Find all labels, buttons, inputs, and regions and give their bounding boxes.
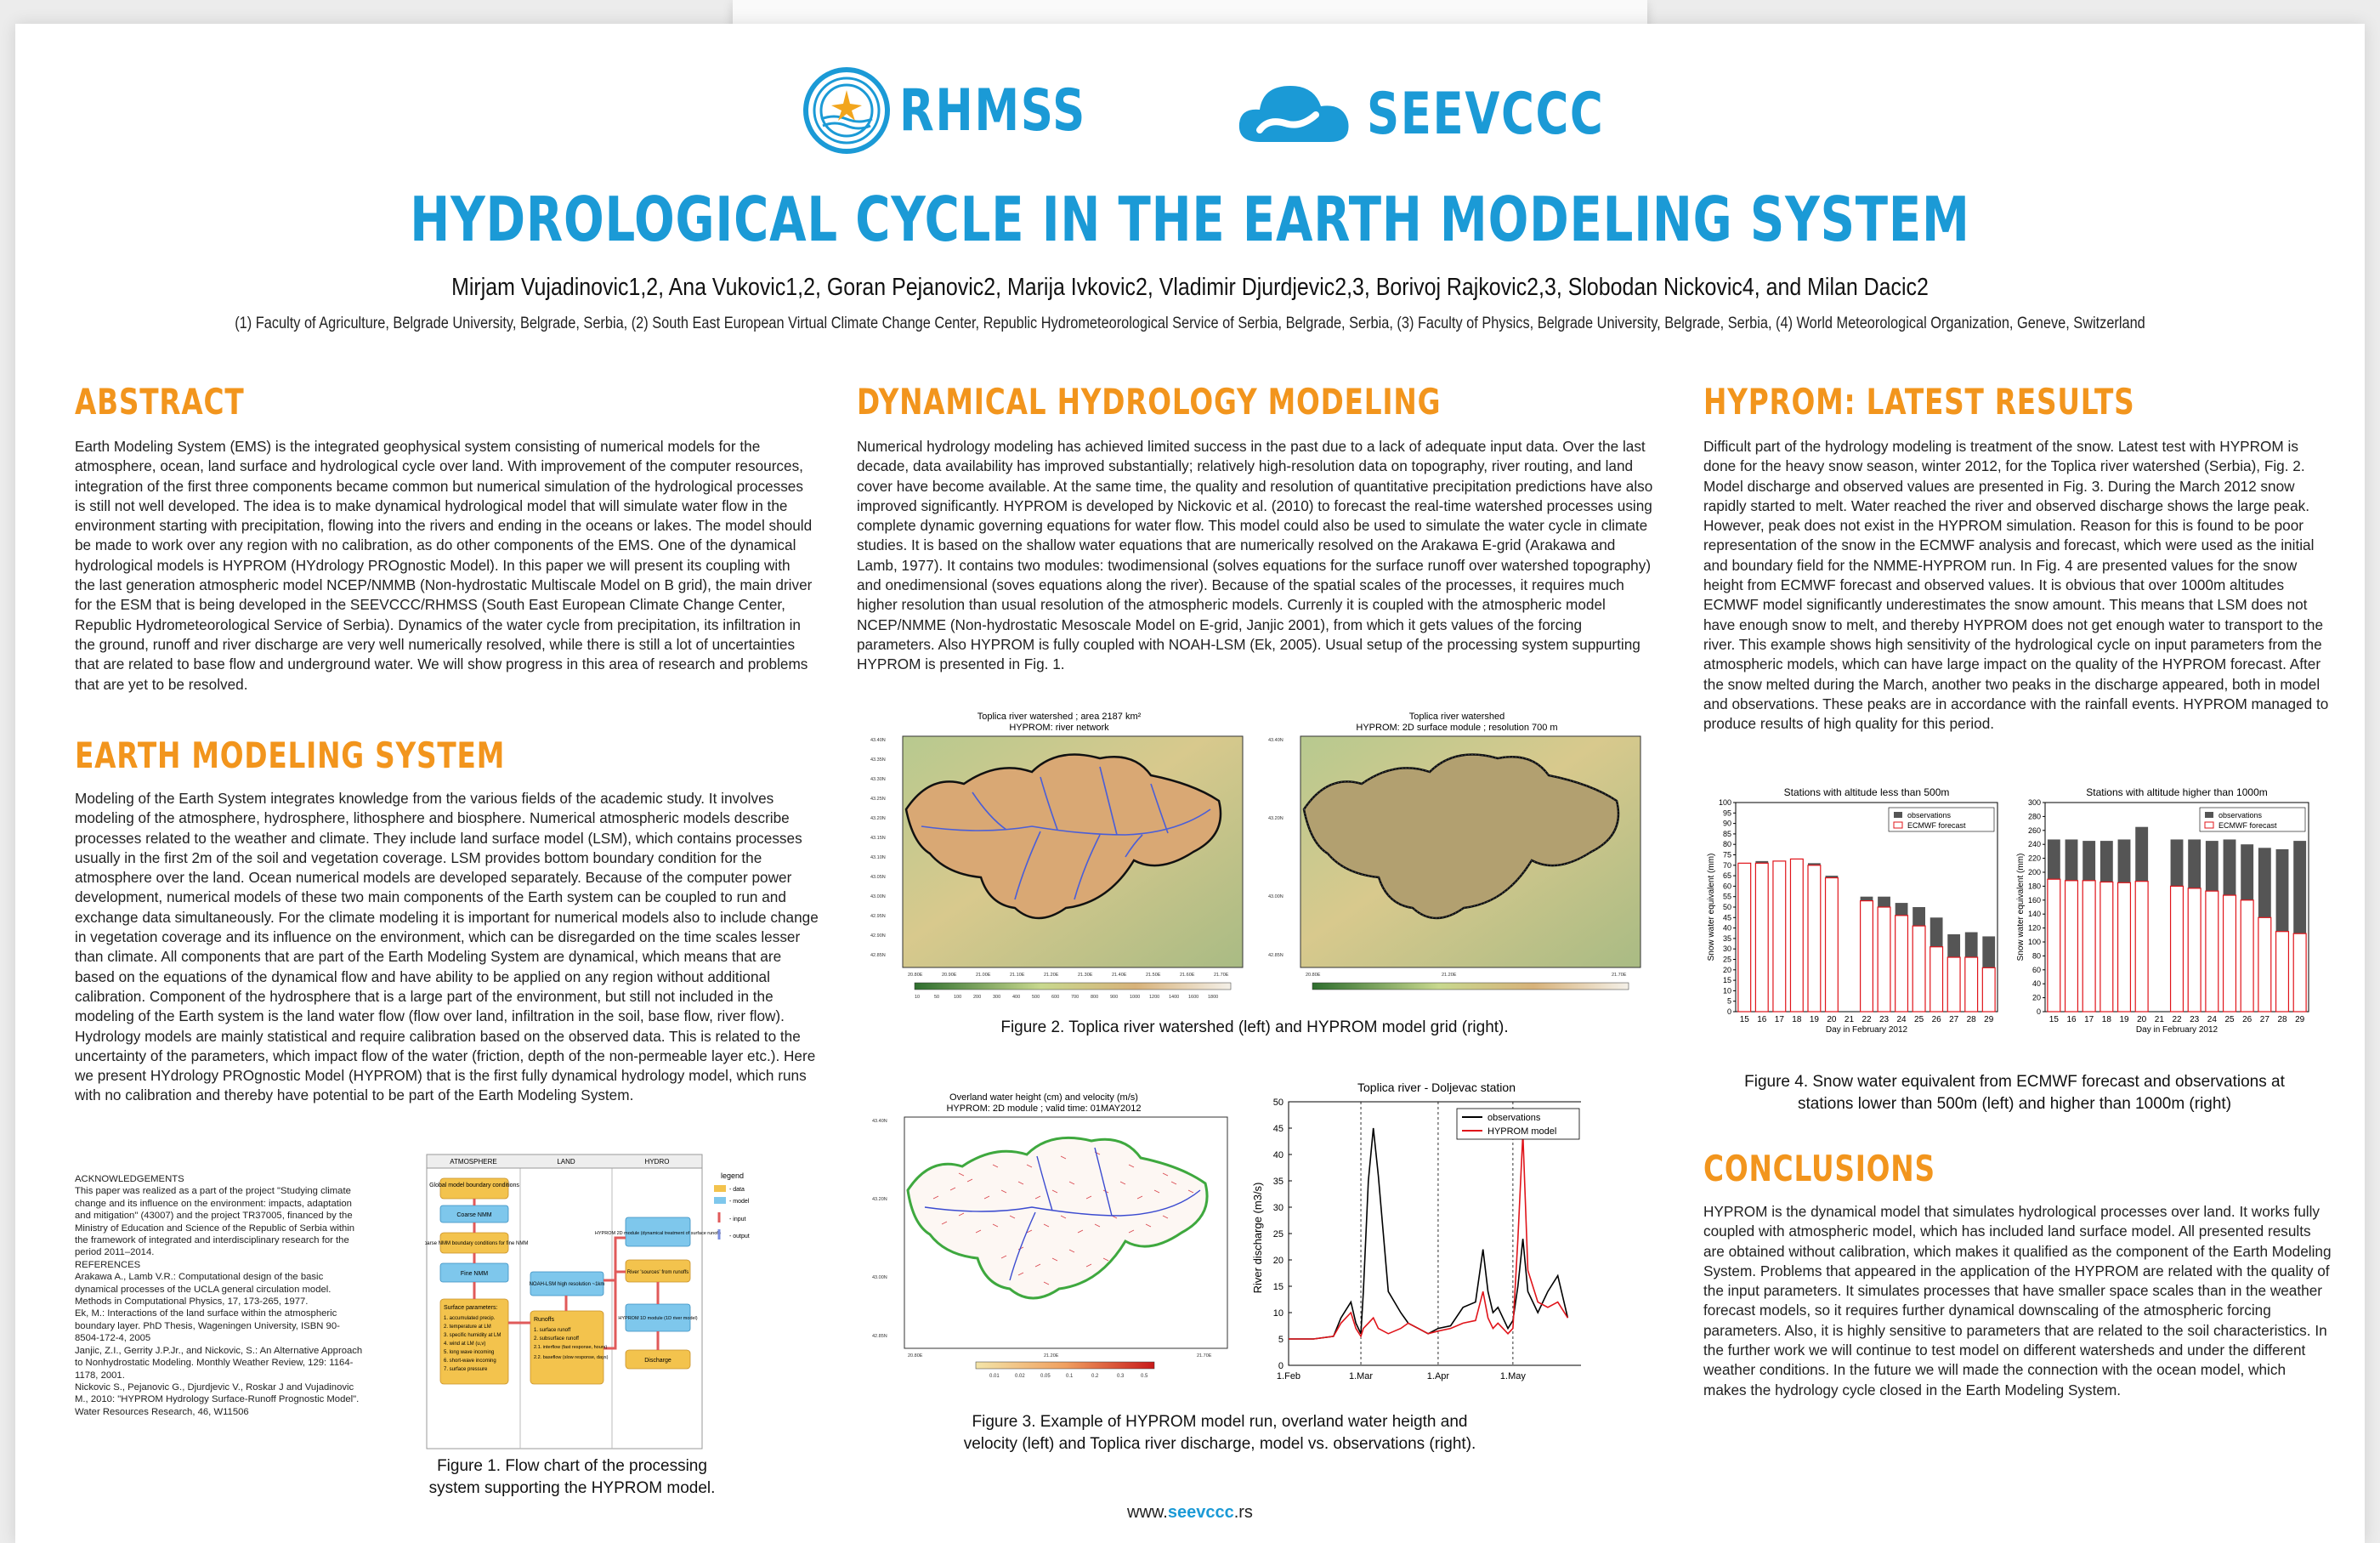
bar-forecast: [2258, 917, 2271, 1012]
flow-label: 2. temperature at LM: [444, 1325, 491, 1330]
x-tick-label: 28: [2277, 1015, 2287, 1024]
flow-label: Discharge: [644, 1358, 672, 1364]
chart-title: Toplica river - Doljevac station: [1357, 1081, 1516, 1094]
flow-label: HYPROM 2D module (dynamical treatment of surface runoff): [594, 1231, 722, 1236]
y-tick-label: 65: [1722, 871, 1731, 881]
reference-item: Arakawa A., Lamb V.R.: Computational design of the basic dynamical processes of the UCLA general circulation model. Methods in Computational Physics, 17, 173-265, 1977.: [75, 1272, 332, 1308]
x-tick-label: 15: [1739, 1015, 1749, 1024]
ytick: 42.85N: [872, 1334, 887, 1339]
x-tick-label: 21: [1844, 1015, 1855, 1024]
x-tick-label: 24: [1896, 1015, 1907, 1024]
y-tick-label: 0: [2036, 1007, 2041, 1016]
flow-label: Coarse NMM: [456, 1212, 492, 1218]
y-tick-label: 50: [1722, 903, 1731, 911]
y-tick-label: 35: [1272, 1177, 1284, 1187]
x-tick-label: 1.Mar: [1348, 1371, 1374, 1381]
bar-forecast: [2206, 891, 2218, 1012]
ytick: 42.85N: [870, 953, 886, 958]
bar-forecast: [2048, 879, 2060, 1012]
x-tick-label: 25: [2224, 1015, 2235, 1024]
x-tick-label: 29: [1984, 1015, 1994, 1024]
x-tick-label: 17: [1774, 1015, 1784, 1024]
website-domain: seevccc: [1167, 1503, 1234, 1522]
legend-title: legend: [721, 1171, 745, 1180]
bar-forecast: [1808, 865, 1821, 1012]
bar-forecast: [2066, 881, 2078, 1012]
xtick: 21.70E: [1197, 1353, 1212, 1359]
y-tick-label: 280: [2027, 812, 2041, 821]
flow-label: 2. subsurface runoff: [534, 1336, 579, 1342]
y-tick-label: 90: [1722, 819, 1731, 828]
seevccc-logo: [1234, 71, 1671, 156]
y-tick-label: 30: [1272, 1203, 1284, 1213]
ytick: 43.05N: [870, 875, 886, 880]
bar-forecast: [1738, 863, 1751, 1012]
y-tick-label: 0: [1278, 1361, 1284, 1371]
abstract-body: Earth Modeling System (EMS) is the integrated geophysical system consisting of numerical models for the atmosphere, ocean, land surface and hydrological cycle over land. With improvement of the computer resources, integration of the first three components became common but numerical simulation of the hydrological processes is still not well developed. The idea is to make dynamical hydrological model that will simulate water flow in the environment starting with precipitation, flowing into the rivers and ending in the oceans or lakes. The model should be made to work over any region with no calibration, as do other components of the EMS. One of the dynamical hydrological models is HYPROM (HYdrology PROgnostic Model). In this paper we will present its coupling with the last generation atmospheric model NCEP/NMMB (Non-hydrostatic Multiscale Model on B grid), the main driver for the ESM that is being developed in the SEEVCCC/RHMSS (South East European Climate Change Center, Republic Hydrometeorological Service of Serbia). Dynamics of the water cycle from precipitation, its infiltration in the ground, runoff and river discharge are very well numerically resolved, while there is still a lot of uncertainties that are related to base flow and underground water. We will show progress in this area of research and problems that are yet to be resolved.: [75, 438, 813, 693]
y-tick-label: 35: [1722, 933, 1731, 943]
website-url: [0, 1503, 2380, 1523]
ytick: 43.00N: [870, 894, 886, 899]
y-tick-label: 55: [1722, 892, 1731, 901]
xtick: 21.70E: [1214, 973, 1229, 978]
y-tick-label: 5: [1726, 996, 1731, 1006]
y-tick-label: 60: [2032, 965, 2041, 974]
y-tick-label: 5: [1278, 1335, 1284, 1345]
y-tick-label: 160: [2027, 895, 2041, 905]
xtick: 20.90E: [942, 973, 957, 978]
ytick: 43.15N: [870, 836, 886, 841]
flow-label: Fine NMM: [460, 1271, 489, 1277]
y-tick-label: 85: [1722, 829, 1731, 838]
bar-forecast: [1912, 926, 1925, 1012]
rhmss-wordmark: RHMSS: [899, 77, 1086, 145]
bar-forecast: [1965, 957, 1978, 1012]
reference-item: Ek, M.: Interactions of the land surface within the atmospheric boundary layer. PhD Thesis, Wageningen University, ISBN 90-8504-172-4, 2005: [75, 1308, 340, 1344]
cbar-tick: 1600: [1188, 995, 1199, 1000]
legend-swatch: [714, 1197, 726, 1204]
poster-title: HYDROLOGICAL CYCLE IN THE EARTH MODELING SYSTEM: [410, 184, 1970, 255]
x-tick-label: 22: [2172, 1015, 2182, 1024]
legend-swatch: [714, 1185, 726, 1192]
legend-observations: observations: [2218, 811, 2263, 820]
y-tick-label: 120: [2027, 923, 2041, 933]
bar-forecast: [2293, 933, 2306, 1012]
x-tick-label: 18: [2101, 1015, 2111, 1024]
x-axis-label: Day in February 2012: [1825, 1025, 1908, 1035]
y-tick-label: 80: [1722, 840, 1731, 849]
ytick: 43.35N: [870, 757, 886, 763]
cbar-tick: 200: [973, 995, 982, 1000]
col-hydro: HYDRO: [644, 1158, 670, 1166]
cbar-tick: 1200: [1149, 995, 1160, 1000]
y-tick-label: 15: [1722, 976, 1731, 985]
ytick: 43.20N: [1268, 816, 1284, 821]
figure-2-caption: Figure 2. Toplica river watershed (left) and HYPROM model grid (right).: [1000, 1018, 1509, 1036]
cbar-tick: 0.2: [1091, 1374, 1099, 1379]
y-tick-label: 40: [1722, 923, 1731, 933]
xtick: 21.20E: [1044, 973, 1059, 978]
x-tick-label: 26: [2242, 1015, 2252, 1024]
flow-label: 7. surface pressure: [444, 1367, 488, 1372]
x-tick-label: 18: [1792, 1015, 1802, 1024]
x-tick-label: 17: [2084, 1015, 2094, 1024]
y-tick-label: 40: [1272, 1150, 1284, 1160]
x-tick-label: 27: [2259, 1015, 2270, 1024]
ytick: 42.95N: [870, 914, 886, 919]
bar-forecast: [1982, 967, 1995, 1012]
chart-title: Stations with altitude higher than 1000m: [2086, 786, 2268, 798]
y-tick-label: 30: [1722, 945, 1731, 954]
ytick: 43.10N: [870, 855, 886, 860]
cbar-tick: 0.5: [1141, 1374, 1148, 1379]
ytick: 42.90N: [870, 933, 886, 939]
flow-label: NOAH-LSM high resolution ~1km: [529, 1282, 605, 1287]
ytick: 43.40N: [872, 1119, 887, 1124]
reference-item: Nickovic S., Pejanovic G., Djurdjevic V., Roskar J and Vujadinovic M., 2010: "HYPROM Hydrology Surface-Runoff Prognostic Model". Water Resources Research, 46, W11506: [75, 1381, 360, 1417]
bar-forecast: [1947, 957, 1960, 1012]
xtick: 21.50E: [1146, 973, 1161, 978]
colorbar: [915, 983, 1231, 990]
y-axis-label: Snow water equivalent (mm): [1707, 853, 1716, 962]
bar-forecast: [2100, 882, 2113, 1012]
legend-observations: observations: [1907, 811, 1952, 820]
figure-1-flowchart: [425, 1153, 765, 1450]
ytick: 43.00N: [1268, 894, 1284, 899]
colorbar: [976, 1362, 1154, 1369]
ytick: 43.40N: [1268, 738, 1284, 743]
x-tick-label: 26: [1931, 1015, 1941, 1024]
cbar-tick: 1800: [1208, 995, 1219, 1000]
legend-model: HYPROM model: [1488, 1126, 1557, 1137]
author-list: Mirjam Vujadinovic1,2, Ana Vukovic1,2, Goran Pejanovic2, Marija Ivkovic2, Vladimir Djurdjevic2,3, Borivoj Rajkovic2,3, Slobodan Nickovic4, and Milan Dacic2: [451, 274, 1929, 301]
x-tick-label: 21: [2154, 1015, 2164, 1024]
flow-label: 2.1. interflow (fast response, hours): [534, 1345, 608, 1350]
xtick: 21.20E: [1442, 973, 1457, 978]
figure-3-map: [857, 1088, 1239, 1382]
ytick: 43.20N: [872, 1197, 887, 1202]
flow-label: 3. specific humidity at LM: [444, 1333, 502, 1338]
y-tick-label: 100: [2027, 938, 2041, 946]
affiliations: (1) Faculty of Agriculture, Belgrade University, Belgrade, Serbia, (2) South East European Virtual Climate Change Center, Republic Hydrometeorological Service of Serbia, Belgrade, Serbia, (3) Faculty of Physics, Belgrade University, Belgrade, Serbia, (4) World Meteorological Organization, Geneve, Switzerland: [235, 315, 2145, 332]
xtick: 21.30E: [1078, 973, 1093, 978]
bar-forecast: [1861, 901, 1873, 1012]
x-tick-label: 22: [1862, 1015, 1872, 1024]
bar-forecast: [1826, 878, 1839, 1012]
cbar-tick: 1400: [1169, 995, 1180, 1000]
map-subtitle: HYPROM: river network: [1009, 723, 1109, 733]
y-axis-label: Snow water equivalent (mm): [2016, 853, 2026, 962]
map-right: [1268, 712, 1640, 990]
cbar-tick: 0.1: [1066, 1374, 1074, 1379]
references-heading: REFERENCES: [75, 1259, 141, 1270]
xtick: 21.20E: [1044, 1353, 1059, 1359]
cbar-tick: 400: [1012, 995, 1021, 1000]
map-subtitle: HYPROM: 2D surface module ; resolution 700 m: [1356, 723, 1558, 733]
y-tick-label: 20: [2032, 993, 2041, 1002]
figure-4-charts: [1705, 780, 2312, 1061]
y-tick-label: 80: [2032, 951, 2041, 961]
map-left: [870, 712, 1243, 1000]
bar-forecast: [2224, 895, 2236, 1012]
cbar-tick: 0.01: [989, 1374, 1000, 1379]
ytick: 43.40N: [870, 738, 886, 743]
ems-heading: EARTH MODELING SYSTEM: [75, 735, 506, 776]
ems-body: Modeling of the Earth System integrates knowledge from the various fields of the academic study. It involves modeling of the atmosphere, hydrosphere, lithosphere and biosphere. Numerical atmospheric models describe processes related to the weather and climate. They include land surface model (LSM), which contains processes usually in the first 2m of the soil and vegetation coverage. LSM provides bottom boundary condition for the atmosphere over the land. Ocean numerical models are developed separately. Because of the computer power development, numerical models of these two main components of the Earth system can be coupled to run and exchange data simultaneously. For the climate modeling it is important for numerical models also to include change in vegetation coverage and its influence on the environment, which can be disregarded on the time scales lesser than climate. All components that are part of the Earth Modeling System are dynamical, which means that are based on the equations of the dynamical flow and have ability to be applied on any region without additional calibration. Component of the hydrosphere that is a large part of the environment, but still not included in the modeling of the Earth system is the land water flow (flow over land, infiltration in the soil, base flow, river flow). Hydrology models are mainly statistical and require calibration based on the observed data. This is related to the uncertainty of the parameters, which impact flow of the water (friction, depth of the non-permeable layer etc.). Here we present HYdrology PROgnostic Model (HYPROM) that is the first fully dynamical hydrology model, which runs with no calibration and thereby have potential to be part of the Earth Modeling System.: [75, 790, 819, 1104]
legend-swatch-observations: [1894, 812, 1902, 818]
flow-label: Runoffs: [534, 1317, 554, 1323]
cbar-tick: 10: [915, 995, 921, 1000]
legend-label: - model: [729, 1199, 750, 1205]
flow-label: 4. wind at LM (u,v): [444, 1342, 486, 1347]
x-tick-label: 23: [2190, 1015, 2200, 1024]
flow-label: HYPROM 1D module (1D river model): [618, 1316, 698, 1321]
y-tick-label: 220: [2027, 854, 2041, 863]
cbar-tick: 50: [934, 995, 940, 1000]
legend-swatch-observations: [2205, 812, 2213, 818]
figure-4-caption: Figure 4. Snow water equivalent from ECMWF forecast and observations at stations lower than 500m (left) and higher than 1000m (right): [1744, 1073, 2285, 1113]
x-tick-label: 16: [1757, 1015, 1767, 1024]
website-suffix: .rs: [1233, 1503, 1253, 1522]
chart-title: Stations with altitude less than 500m: [1783, 786, 1950, 798]
y-tick-label: 10: [1272, 1308, 1284, 1319]
cbar-tick: 800: [1091, 995, 1099, 1000]
x-tick-label: 23: [1878, 1015, 1890, 1024]
cbar-tick: 900: [1110, 995, 1119, 1000]
y-tick-label: 20: [1272, 1256, 1284, 1266]
legend-label: - input: [729, 1217, 746, 1222]
y-tick-label: 45: [1272, 1124, 1284, 1134]
bar-forecast: [2118, 882, 2131, 1012]
x-tick-label: 15: [2048, 1015, 2059, 1024]
ytick: 43.30N: [870, 777, 886, 782]
conclusions-body: HYPROM is the dynamical model that simulates hydrological processes over land. It works fully coupled with atmospheric model, which has included land surface model. All presented results are obtained without calibration, which makes it qualified as the component of the Earth Modeling System. Problems that appeared in the application of the HYPROM are related with the quality of the input parameters. It simulates processes that have smaller space scales than in the weather forecast models, so it requires further dynamical downscaling of the atmospheric forcing parameters. Also, it is highly sensitive to parameters that are related to the soil characteristics. In the further work we will continue to test model on different watersheds and under the different weather conditions. In the future we will made the connection with the ocean model, which makes the hydrology cycle closed in the Earth Modeling System.: [1703, 1203, 2332, 1398]
y-tick-label: 45: [1722, 913, 1731, 922]
x-tick-label: 19: [2119, 1015, 2129, 1024]
y-tick-label: 75: [1722, 850, 1731, 859]
flow-label: Global model boundary conditions: [429, 1183, 519, 1188]
abstract-heading: ABSTRACT: [75, 381, 245, 423]
legend-swatch-forecast: [2205, 822, 2213, 828]
colorbar: [1312, 983, 1629, 990]
bar-forecast: [1896, 916, 1908, 1012]
x-tick-label: 19: [1809, 1015, 1819, 1024]
xtick: 21.40E: [1112, 973, 1127, 978]
dhm-heading: DYNAMICAL HYDROLOGY MODELING: [857, 381, 1442, 423]
bar-forecast: [2276, 932, 2289, 1012]
y-tick-label: 40: [2032, 979, 2041, 989]
legend-obs: observations: [1488, 1113, 1541, 1123]
xtick: 20.80E: [908, 1353, 923, 1359]
bar-forecast: [1878, 907, 1890, 1012]
plot-area: [1289, 1102, 1581, 1365]
xtick: 21.00E: [976, 973, 991, 978]
cbar-tick: 0.3: [1117, 1374, 1125, 1379]
cbar-tick: 0.02: [1015, 1374, 1025, 1379]
ytick: 43.00N: [872, 1275, 887, 1280]
x-tick-label: 20: [2137, 1015, 2147, 1024]
y-tick-label: 10: [1722, 986, 1731, 996]
y-tick-label: 50: [1272, 1098, 1284, 1108]
ack-heading: ACKNOWLEDGEMENTS: [75, 1174, 184, 1184]
y-tick-label: 60: [1722, 882, 1731, 891]
xtick: 20.80E: [908, 973, 923, 978]
y-tick-label: 100: [1718, 798, 1731, 807]
ytick: 43.20N: [870, 816, 886, 821]
figure-3-discharge-chart: [1250, 1076, 1581, 1391]
rhmss-emblem-icon: [802, 66, 891, 155]
x-tick-label: 16: [2066, 1015, 2077, 1024]
conclusions-heading: CONCLUSIONS: [1703, 1148, 1935, 1189]
bar-forecast: [2171, 886, 2184, 1012]
cloud-icon: [1234, 76, 1362, 152]
figure-3-caption: Figure 3. Example of HYPROM model run, overland water heigth and velocity (left) and Toplica river discharge, model vs. observations (right).: [963, 1413, 1476, 1453]
y-tick-label: 25: [1722, 955, 1731, 964]
flow-label: 5. long wave incoming: [444, 1350, 495, 1355]
y-tick-label: 180: [2027, 882, 2041, 891]
figure-1-caption: Figure 1. Flow chart of the processing system supporting the HYPROM model.: [428, 1457, 716, 1497]
acknowledgements: [75, 1173, 364, 1418]
dhm-body: Numerical hydrology modeling has achieved limited success in the past due to a lack of adequate input data. Over the last decade, data availability has improved substantially; relatively high-resolution data on topography, river routing, and land cover have become available. At the same time, the quality and resolution of quantitative precipitation predictions have also improved significantly. HYPROM is developed by Nickovic et al. (2010) to forecast the real-time watershed processes using complete dynamic governing equations for water flow. This model could also be used to simulate the water cycle in climate studies. It is based on the shallow water equations that are numerically resolved on the Arakawa E-grid (Arakawa and Lamb, 1977). It contains two modules: twodimensional (solves equations for the surface runoff over watershed topography) and onedimensional (soves equations along the river). Because of the spatial scales of the processes, it requires much higher resolution than usual resolution of the atmospheric models. Currenly it is coupled with the atmospheric model NCEP/NMME (Non-hydrostatic Mesoscale Model on E-grid, Janjic 2001), from which it gets values of the forcing parameters. Also HYPROM is fully coupled with NOAH-LSM (Ek, 2005). Usual setup of the processing system suppurting HYPROM is presented in Fig. 1.: [857, 438, 1653, 673]
flow-label: 1. surface runoff: [534, 1328, 571, 1333]
cbar-tick: 300: [993, 995, 1001, 1000]
cbar-tick: 700: [1071, 995, 1080, 1000]
y-tick-label: 300: [2027, 798, 2041, 807]
bar-forecast: [1773, 861, 1786, 1012]
col-land: LAND: [557, 1158, 575, 1166]
cbar-tick: 0.05: [1040, 1374, 1051, 1379]
x-tick-label: 1.Apr: [1426, 1371, 1450, 1381]
bar-forecast: [2135, 882, 2148, 1012]
flow-label: 1. accumulated precip.: [444, 1316, 496, 1321]
y-tick-label: 95: [1722, 808, 1731, 818]
ack-body: This paper was realized as a part of the project "Studying climate change and its influence on the environment: impacts, adaptation and mitigation" (43007) and the project TR37005, financed by the Ministry of Education and Science of the Republic of Serbia within the framework of integrated and interdisciplinary research for the period 2011–2014.: [75, 1186, 355, 1258]
hyprom-body: Difficult part of the hydrology modeling is treatment of the snow. Latest test with HYPROM is done for the heavy snow season, winter 2012, for the Toplica river watershed (Serbia), Fig. 2. Model discharge and observed values are presented in Fig. 3. During the March 2012 snow rapidly started to melt. Water reached the river and observed discharge shows the large peak. However, peak does not exist in the HYPROM simulation. Reason for this is found to be poor representation of the snow in the ECMWF analysis and forecast, which were used as the initial and boundary field for the NMME-HYPROM run. In Fig. 4 are presented values for the snow height from ECMWF forecast and observed values. It is obvious that over 1000m altitudes ECMWF model significantly underestimates the snow amount. This means that LSM does not have enough snow to melt, and thereby HYPROM does not get enough water to transport to the river. This example shows high sensitivity of the hydrological cycle on input parameters from the atmospheric models, which can have large impact on the quality of the HYPROM forecast. After the snow melted during the March, another two peaks in the discharge appeared, both in model and observations. These peaks are in accordance with the rainfall events. HYPROM managed to produce results of high quality for this period.: [1703, 438, 2329, 733]
map-title: Toplica river watershed ; area 2187 km²: [977, 712, 1142, 722]
x-tick-label: 27: [1949, 1015, 1959, 1024]
xtick: 21.10E: [1010, 973, 1025, 978]
website-prefix: www.: [1127, 1503, 1168, 1522]
legend-label: - output: [729, 1234, 750, 1240]
legend-swatch-forecast: [1894, 822, 1902, 828]
flow-label: 6. short-wave incoming: [444, 1359, 496, 1364]
y-tick-label: 200: [2027, 868, 2041, 876]
xtick: 21.60E: [1180, 973, 1195, 978]
ytick: 42.85N: [1268, 953, 1284, 958]
flow-label: Coarse NMM boundary conditions for fine NMM: [425, 1241, 529, 1246]
y-tick-label: 70: [1722, 860, 1731, 870]
x-tick-label: 29: [2295, 1015, 2305, 1024]
figure-2-maps: [853, 707, 1656, 1003]
bar-forecast: [2188, 888, 2201, 1012]
x-tick-label: 28: [1966, 1015, 1976, 1024]
cbar-tick: 600: [1051, 995, 1060, 1000]
y-tick-label: 25: [1272, 1229, 1284, 1240]
xtick: 21.70E: [1612, 973, 1627, 978]
bar-forecast: [2241, 900, 2253, 1012]
ytick: 43.25N: [870, 797, 886, 802]
bar-forecast: [1930, 947, 1943, 1012]
x-axis-label: Day in February 2012: [2135, 1025, 2218, 1035]
hyprom-heading: HYPROM: LATEST RESULTS: [1703, 381, 2135, 423]
bar-forecast: [2082, 881, 2095, 1012]
x-tick-label: 24: [2207, 1015, 2217, 1024]
flow-label: 2.2. baseflow (slow response, days): [534, 1355, 609, 1360]
map-subtitle: HYPROM: 2D module ; valid time: 01MAY2012: [946, 1103, 1142, 1114]
y-tick-label: 15: [1272, 1282, 1284, 1292]
cbar-tick: 1000: [1130, 995, 1141, 1000]
y-tick-label: 20: [1722, 965, 1731, 974]
y-tick-label: 0: [1726, 1007, 1731, 1016]
flow-label: Surface parameters:: [444, 1305, 498, 1311]
legend-forecast: ECMWF forecast: [1907, 821, 1966, 830]
map-title: Overland water height (cm) and velocity (m/s): [949, 1092, 1138, 1103]
x-tick-label: 1.Feb: [1276, 1371, 1301, 1381]
bar-forecast: [1790, 859, 1803, 1012]
map-title: Toplica river watershed: [1408, 712, 1505, 722]
cbar-tick: 100: [954, 995, 962, 1000]
y-tick-label: 240: [2027, 840, 2041, 849]
y-tick-label: 260: [2027, 825, 2041, 835]
reference-item: Janjic, Z.I., Gerrity J.P.Jr., and Nickovic, S.: An Alternative Approach to Nonhydrostatic Modeling. Monthly Weather Review, 129: 1164-1178, 2001.: [75, 1345, 363, 1381]
legend-label: - data: [729, 1187, 745, 1193]
cbar-tick: 500: [1032, 995, 1040, 1000]
legend-forecast: ECMWF forecast: [2218, 821, 2277, 830]
x-tick-label: 25: [1914, 1015, 1924, 1024]
bar-forecast: [1755, 863, 1768, 1012]
flow-box: [440, 1178, 508, 1199]
col-atmosphere: ATMOSPHERE: [450, 1158, 497, 1166]
xtick: 20.80E: [1306, 973, 1321, 978]
y-tick-label: 140: [2027, 910, 2041, 919]
y-axis-label: River discharge (m3/s): [1251, 1182, 1264, 1294]
seevccc-wordmark: SEEVCCC: [1367, 80, 1605, 148]
flow-label: River 'sources' from runoffs: [626, 1270, 689, 1275]
x-tick-label: 1.May: [1499, 1371, 1526, 1381]
rhmss-logo: [802, 68, 1139, 153]
x-tick-label: 20: [1827, 1015, 1837, 1024]
